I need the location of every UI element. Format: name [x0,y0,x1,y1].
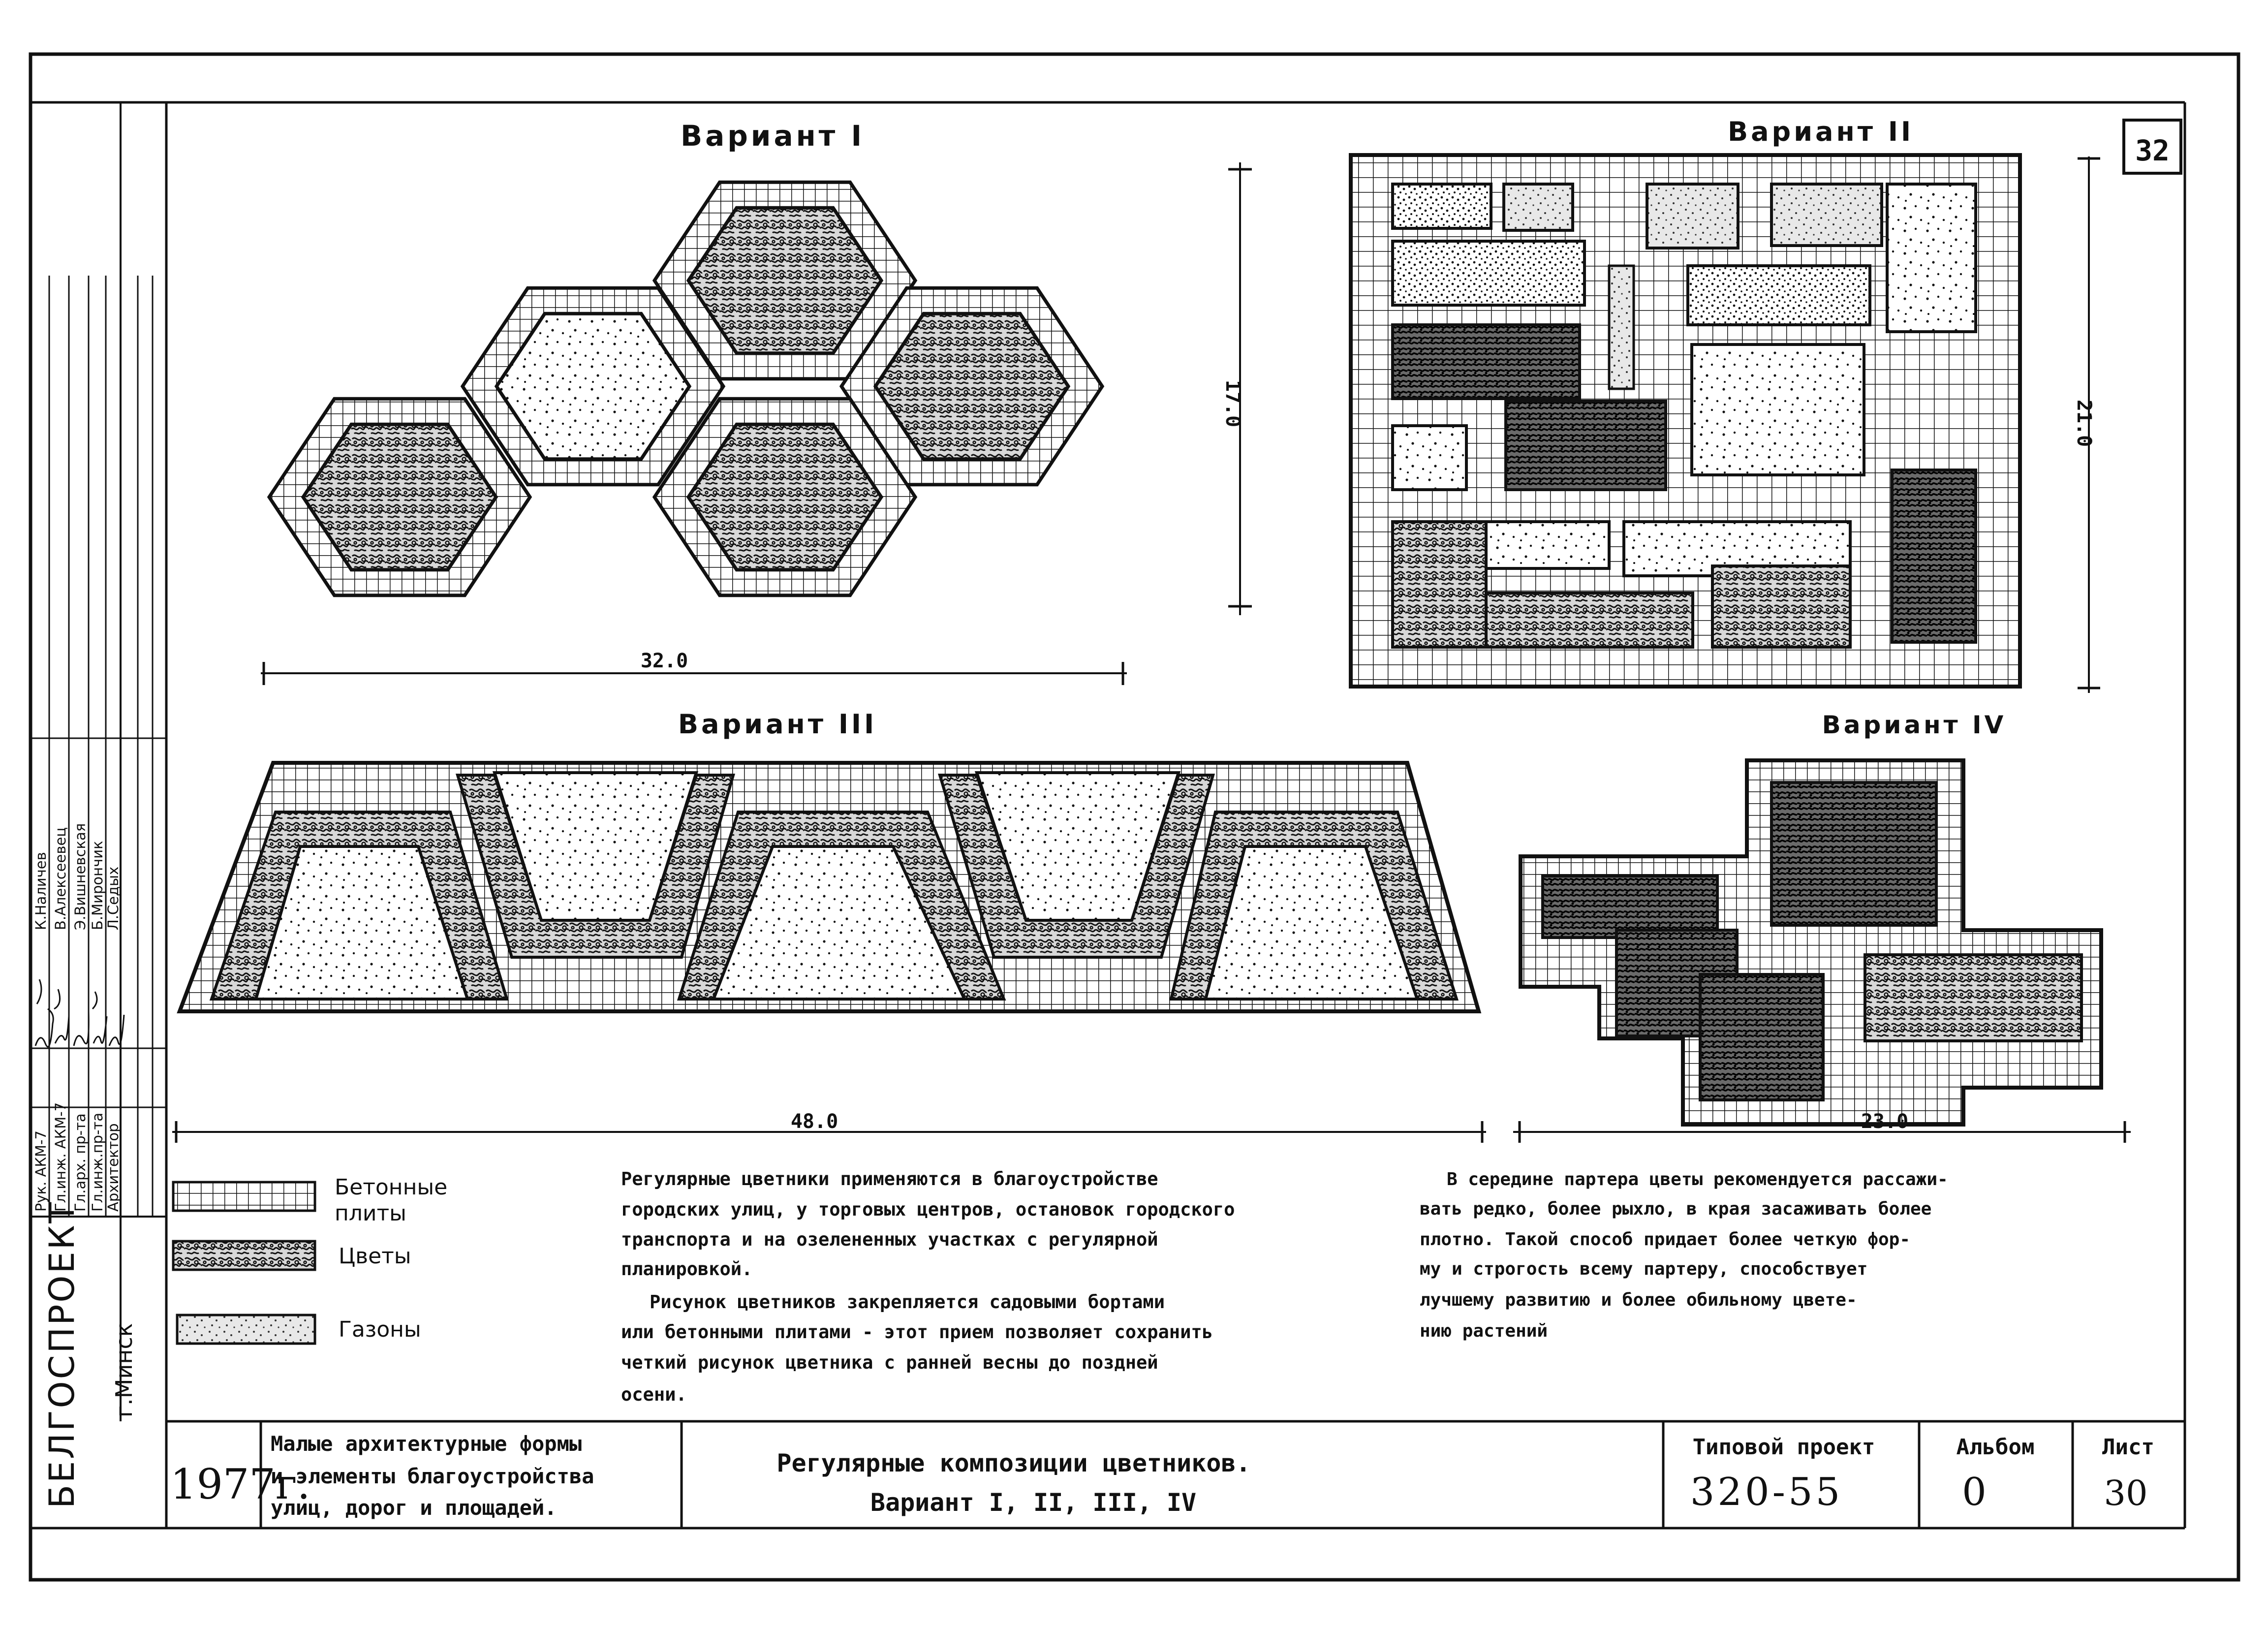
stamp-city: г.Минск [111,1323,137,1417]
stamp-series-line3: улиц, дорог и площадей. [271,1496,557,1520]
svg-text:нию растений: нию растений [1420,1321,1548,1341]
stamp-name-5: Л.Седых [105,866,122,930]
svg-text:плотно. Такой способ придает б: плотно. Такой способ придает более четкую фор- [1420,1229,1910,1250]
variant-4 [1513,711,2131,1143]
stamp-year: 1977г. [170,1460,311,1508]
v1-height-label: 17.0 [1221,379,1244,428]
project-number: 320-55 [1690,1470,1843,1514]
stamp-role-5: Архитектор [105,1123,122,1212]
stamp-role-4: Гл.инж.пр-та [89,1112,106,1212]
legend-lawns-label: Газоны [339,1317,421,1342]
legend-concrete-line2: плиты [335,1201,406,1226]
variant-4-title: Вариант IV [1822,711,2007,739]
sheet-number: 32 [2135,134,2170,167]
project-label: Типовой проект [1692,1435,1875,1460]
variant-1-hexagons [269,182,1102,595]
legend-flowers-swatch [173,1241,315,1270]
variant-3 [172,709,1486,1143]
variant-3-title: Вариант III [678,709,877,740]
svg-text:планировкой.: планировкой. [621,1258,753,1280]
stamp-name-1: К.Наличев [32,852,49,930]
variant-1 [261,119,1252,685]
variant-2 [1351,116,2100,693]
stamp-series-line2: и элементы благоустройства [271,1464,594,1488]
svg-text:Регулярные цветники применяютс: Регулярные цветники применяются в благоустройстве [621,1168,1158,1190]
v2-height-label: 21.0 [2073,399,2095,447]
stamp-name-2: В.Алексеевец [52,827,69,930]
svg-text:му и строгость всему партеру,: му и строгость всему партеру, способствует [1420,1259,1868,1279]
album-label: Альбом [1956,1435,2035,1460]
svg-text:В середине партера цветы реком: В середине партера цветы рекомендуется рассажи- [1447,1169,1948,1190]
stamp-org: БЕЛГОСПРОЕКТ [42,1200,82,1508]
stamp-title-line1: Регулярные композиции цветников. [777,1449,1251,1477]
sheet-number-box [2124,120,2181,173]
stamp-left [32,823,137,1508]
v1-width-label: 32.0 [640,650,688,672]
stamp-name-3: Э.Вишневская [72,823,89,930]
legend [173,1175,447,1344]
stamp-role-3: Гл.арх. пр-та [72,1113,89,1212]
svg-text:лучшему развитию и более обиль: лучшему развитию и более обильному цвете- [1420,1290,1857,1310]
svg-text:четкий рисунок цветника с ранн: четкий рисунок цветника с ранней весны до поздней [621,1352,1158,1373]
svg-text:вать редко, более рыхло, в кра: вать редко, более рыхло, в края засаживать более [1420,1199,1932,1219]
svg-text:транспорта и на озелененных уч: транспорта и на озелененных участках с регулярной [621,1229,1158,1250]
stamp-role-1: Рук. АКМ-7 [32,1130,49,1212]
svg-text:городских улиц, у торговых цен: городских улиц, у торговых центров, остановок городского [621,1199,1235,1220]
legend-concrete-swatch [173,1182,315,1211]
svg-text:Рисунок цветников закрепляется: Рисунок цветников закрепляется садовыми бортами [650,1291,1165,1313]
v3-width-label: 48.0 [790,1110,839,1133]
description-right [1420,1169,1948,1341]
description-left [621,1168,1235,1405]
album-number: 0 [1962,1470,1987,1514]
stamp-name-4: Б.Мирончик [89,841,106,930]
svg-text:осени.: осени. [621,1384,687,1405]
stamp-series-line1: Малые архитектурные формы [271,1432,582,1456]
legend-lawns-swatch [177,1315,315,1344]
stamp-role-2: Гл.инж. АКМ-7 [52,1102,69,1212]
sheet-label: Лист [2102,1435,2154,1460]
svg-text:или бетонными плитами - этот п: или бетонными плитами - этот прием позволяет сохранить [621,1321,1213,1343]
v4-width-label: 23.0 [1861,1110,1909,1133]
stamp-title-line2: Вариант I, II, III, IV [870,1488,1197,1517]
title-block [170,1421,2154,1528]
variant-1-title: Вариант I [680,119,865,153]
variant-2-title: Вариант II [1727,116,1914,147]
legend-flowers-label: Цветы [339,1244,411,1269]
sheet-no: 30 [2104,1473,2148,1513]
legend-concrete-line1: Бетонные [335,1175,448,1200]
